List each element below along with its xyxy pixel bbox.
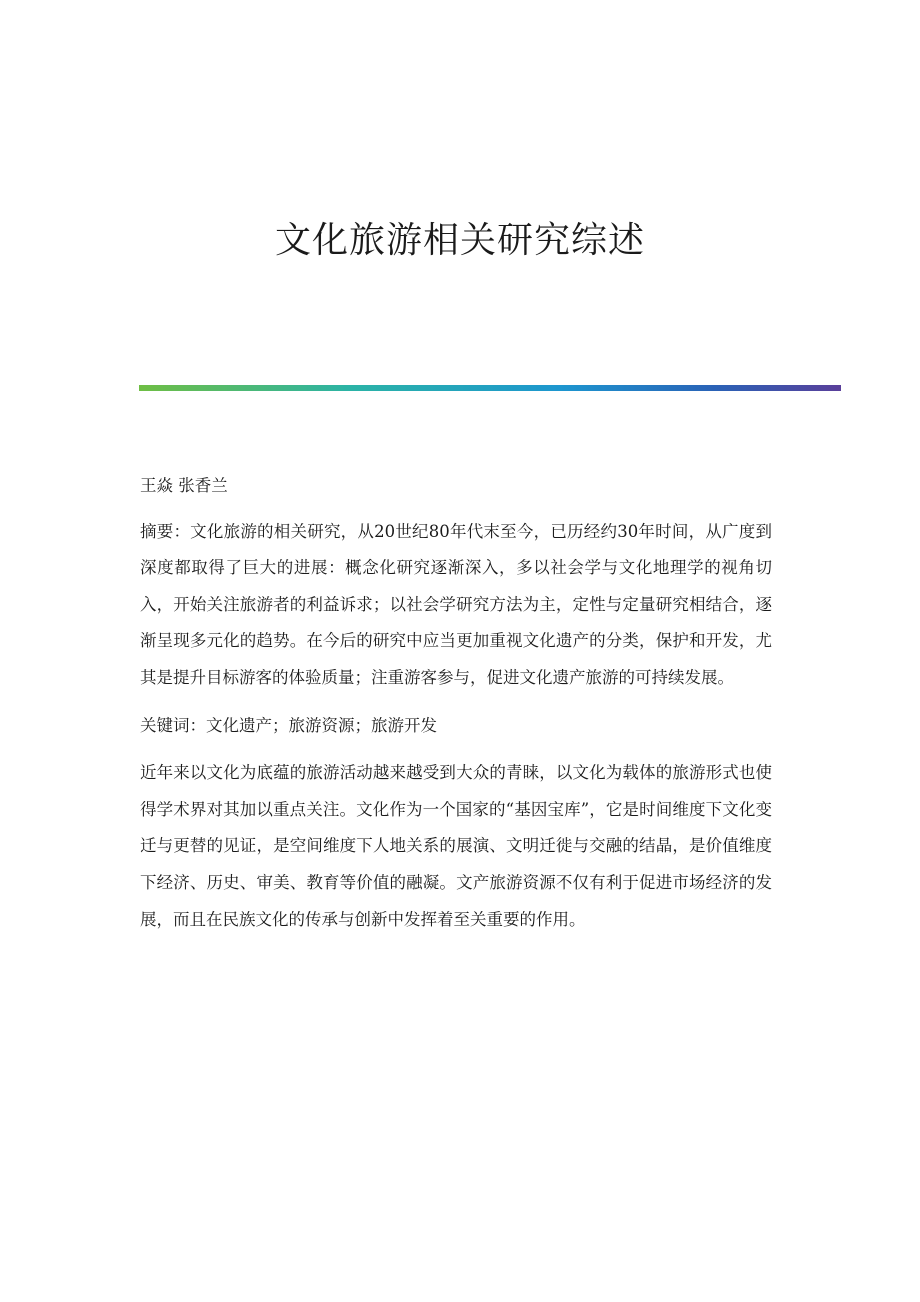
author-line: 王焱 张香兰 (140, 476, 228, 495)
abstract-paragraph: 摘要：文化旅游的相关研究，从20世纪80年代末至今，已历经约30年时间，从广度到深度都取得了巨大的进展：概念化研究逐渐深入，多以社会学与文化地理学的视角切入，开始关注旅游者的利益诉求；以社会学研究方法为主，定性与定量研究相结合，逐渐呈现多元化的趋势。在今后的研究中应当更加重视文化遗产的分类，保护和开发，尤其是提升目标游客的体验质量；注重游客参与，促进文化遗产旅游的可持续发展。 (140, 521, 772, 687)
keywords-line: 关键词：文化遗产；旅游资源；旅游开发 (140, 715, 437, 735)
intro-paragraph: 近年来以文化为底蕴的旅游活动越来越受到大众的青睐，以文化为载体的旅游形式也使得学术界对其加以重点关注。文化作为一个国家的“基因宝库”，它是时间维度下文化变迁与更替的见证，是空间维度下人地关系的展演、文明迁徙与交融的结晶，是价值维度下经济、历史、审美、教育等价值的融凝。文产旅游资源不仅有利于促进市场经济的发展，而且在民族文化的传承与创新中发挥着至关重要的作用。 (140, 763, 772, 929)
paper-body (140, 468, 772, 949)
paper-title: 文化旅游相关研究综述 (274, 220, 645, 261)
title-divider (139, 385, 841, 391)
